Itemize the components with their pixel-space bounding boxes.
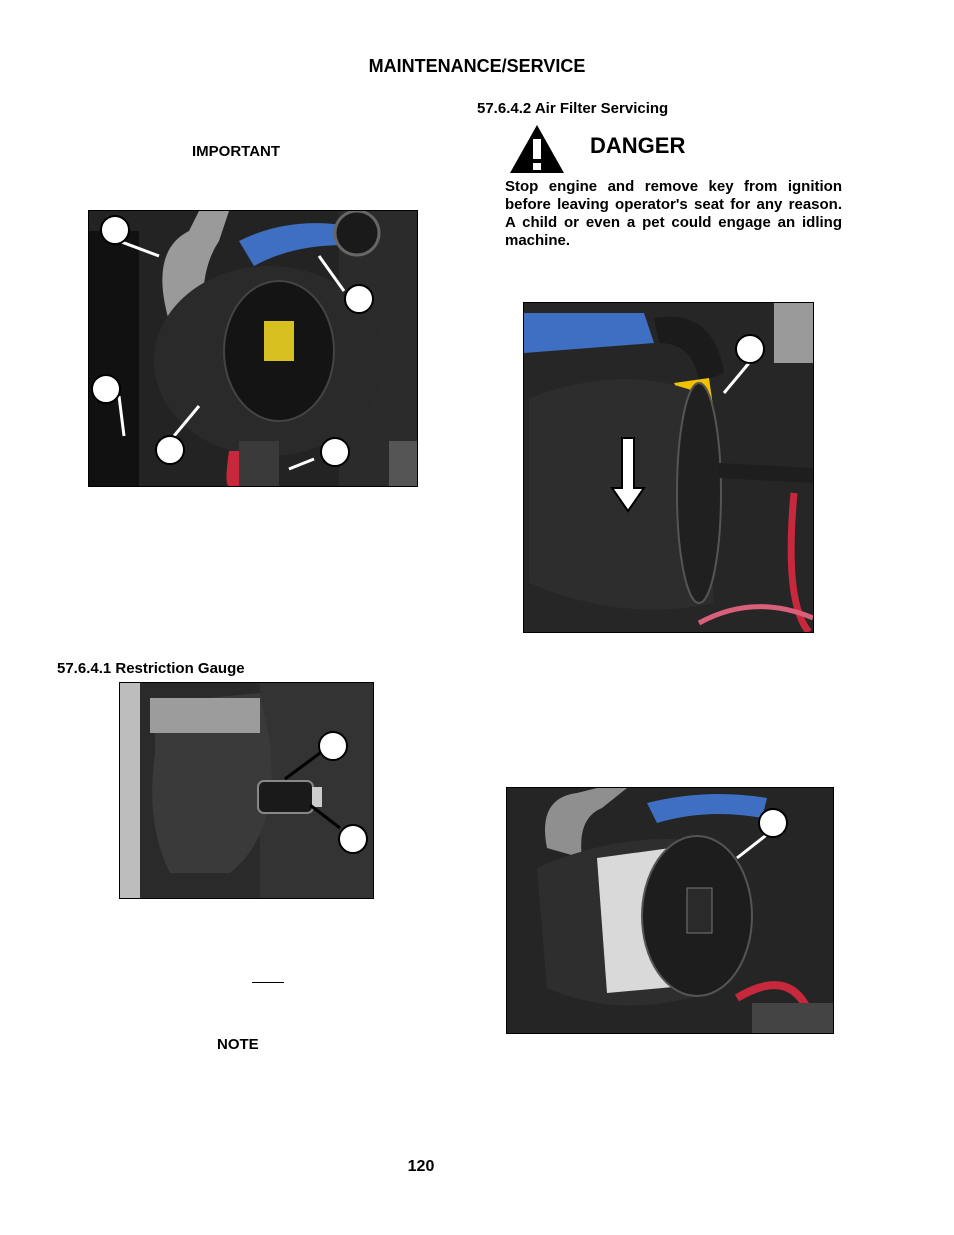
warning-triangle-icon xyxy=(508,123,566,175)
callout-circle xyxy=(91,374,121,404)
danger-message: Stop engine and remove key from ignition before leaving operator's seat for any reason. A child or even a pet could engage an idling machine. xyxy=(505,178,842,249)
blank-underline xyxy=(252,982,284,983)
section-restriction-gauge: 57.6.4.1 Restriction Gauge xyxy=(57,660,245,677)
callout-circle xyxy=(758,808,788,838)
callout-circle xyxy=(100,215,130,245)
callout-circle xyxy=(155,435,185,465)
section-air-filter-servicing: 57.6.4.2 Air Filter Servicing xyxy=(477,100,669,117)
restriction-gauge-photo xyxy=(119,682,374,899)
important-label: IMPORTANT xyxy=(192,143,281,160)
air-cleaner-overview-photo xyxy=(88,210,418,487)
filter-element-photo xyxy=(506,787,834,1034)
air-cleaner-cover-photo xyxy=(523,302,814,633)
callout-circle xyxy=(735,334,765,364)
callout-circle xyxy=(344,284,374,314)
page-number: 120 xyxy=(407,1158,435,1175)
page-header: MAINTENANCE/SERVICE xyxy=(368,56,586,76)
callout-circle xyxy=(320,437,350,467)
callout-circle xyxy=(318,731,348,761)
danger-heading: DANGER xyxy=(590,133,686,158)
note-label: NOTE xyxy=(217,1036,259,1053)
callout-circle xyxy=(338,824,368,854)
